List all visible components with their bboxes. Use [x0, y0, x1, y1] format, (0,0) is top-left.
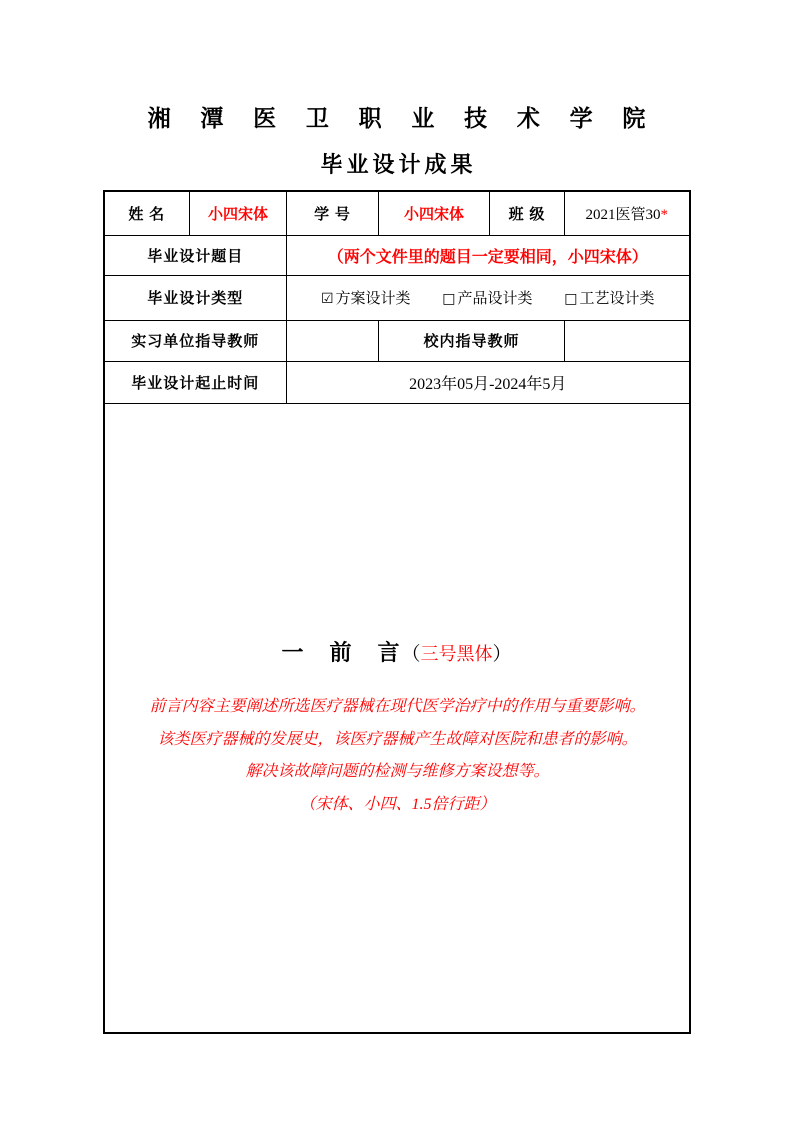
unchecked-checkbox-icon[interactable]: □: [442, 291, 456, 307]
name-value-cell[interactable]: [190, 191, 287, 235]
preface-line: 该类医疗器械的发展史，该医疗器械产生故障对医院和患者的影响。: [157, 730, 638, 748]
checked-checkbox-icon[interactable]: ☑: [320, 291, 334, 307]
preface-heading-note: 三号黑体: [420, 644, 493, 665]
name-label: 姓 名: [128, 206, 166, 223]
unchecked-checkbox-icon[interactable]: □: [564, 291, 578, 307]
intern-supervisor-value-cell[interactable]: [287, 320, 379, 361]
class-value-star: *: [660, 206, 668, 223]
project-type-label-cell: [104, 275, 287, 320]
preface-line: 解决该故障问题的检测与维修方案设想等。: [245, 763, 550, 781]
page-subtitle: 毕业设计成果: [320, 152, 477, 177]
table-row-project-type: [104, 275, 690, 320]
project-title-value: （两个文件里的题目一定要相同，小四宋体）: [327, 248, 648, 266]
preface-paren-open: （: [401, 644, 421, 666]
project-type-label: 毕业设计类型: [147, 291, 244, 307]
student-id-label-cell: [287, 191, 379, 235]
intern-supervisor-label: 实习单位指导教师: [131, 334, 260, 350]
preface-paren-close: ）: [492, 644, 512, 666]
option-product-design[interactable]: [442, 287, 532, 308]
name-value: 小四宋体: [207, 206, 268, 223]
preface-body: [150, 691, 646, 821]
school-supervisor-label-cell: [379, 320, 565, 361]
option-product-design-label: 产品设计类: [457, 291, 533, 307]
table-row-supervisors: [104, 320, 690, 361]
class-value: 2021医管30: [585, 206, 661, 223]
student-id-label: 学 号: [314, 206, 351, 223]
table-row-duration: [104, 361, 690, 403]
option-process-design[interactable]: [564, 287, 654, 308]
school-supervisor-value-cell[interactable]: [565, 320, 690, 361]
student-id-value: 小四宋体: [403, 206, 464, 223]
table-row-preface: [104, 403, 690, 1033]
class-label: 班 级: [508, 206, 546, 223]
project-title-label-cell: [104, 235, 287, 275]
intern-supervisor-label-cell: [104, 320, 287, 361]
preface-line: （宋体、小四、1.5倍行距）: [299, 795, 496, 813]
duration-value-cell[interactable]: [287, 361, 690, 403]
project-title-value-cell[interactable]: [287, 235, 690, 275]
preface-heading: [108, 636, 686, 667]
project-type-options-cell: [287, 275, 690, 320]
option-scheme-design-label: 方案设计类: [335, 291, 411, 307]
student-id-value-cell[interactable]: [379, 191, 490, 235]
option-process-design-label: 工艺设计类: [579, 291, 655, 307]
preface-line: 前言内容主要阐述所选医疗器械在现代医学治疗中的作用与重要影响。: [149, 698, 646, 716]
preface-heading-title: 一 前 言: [281, 640, 402, 666]
table-row-identity: [104, 191, 690, 235]
option-scheme-design[interactable]: [321, 287, 411, 308]
graduation-design-form-table: [103, 190, 691, 1034]
school-supervisor-label: 校内指导教师: [423, 334, 520, 350]
duration-value: 2023年05月-2024年5月: [409, 375, 567, 393]
project-title-label: 毕业设计题目: [147, 248, 244, 265]
page-title: 湘 潭 医 卫 职 业 技 术 学 院: [147, 106, 658, 131]
duration-label-cell: [104, 361, 287, 403]
table-row-project-title: [104, 235, 690, 275]
class-value-cell[interactable]: [565, 191, 690, 235]
duration-label: 毕业设计起止时间: [131, 375, 260, 392]
class-label-cell: [490, 191, 565, 235]
name-label-cell: [104, 191, 190, 235]
preface-cell[interactable]: [104, 403, 690, 1033]
